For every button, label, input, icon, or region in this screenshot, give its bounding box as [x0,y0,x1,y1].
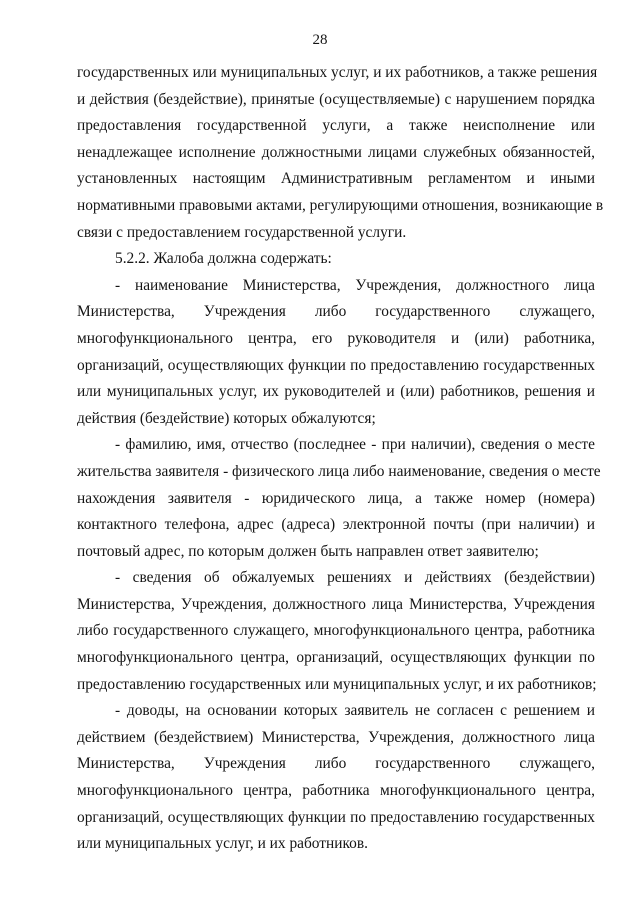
text-line: контактного телефона, адрес (адреса) электронной почты (при наличии) и [77,516,595,534]
text-line: многофункционального центра, организаций, осуществляющих функции по [77,649,595,667]
text-line: - доводы, на основании которых заявитель не согласен с решением и [115,702,595,720]
text-line: Министерства, Учреждения либо государственного служащего, [77,755,595,773]
text-line: или муниципальных услуг, их руководителей и (или) работников, решения и [77,383,595,401]
text-line: предоставлению государственных или муниципальных услуг, и их работников; [77,675,597,693]
document-body [77,60,604,858]
text-line: государственных или муниципальных услуг, и их работников, а также решения [77,64,598,81]
text-line: либо государственного служащего, многофункционального центра, работника [77,622,595,640]
text-line: нахождения заявителя - юридического лица, а также номер (номера) [77,489,595,507]
text-line: Министерства, Учреждения, должностного лица Министерства, Учреждения [77,595,595,613]
text-line: 5.2.2. Жалоба должна содержать: [115,250,332,268]
text-line: действием (бездействием) Министерства, Учреждения, должностного лица [77,728,595,746]
text-line: многофункционального центра, работника многофункционального центра, [77,782,595,800]
text-line: ненадлежащее исполнение должностными лицами служебных обязанностей, [77,143,595,161]
text-line: Министерства, Учреждения либо государственного служащего, [77,303,595,321]
text-line: действия (бездействие) которых обжалуются; [77,409,376,427]
text-line: многофункционального центра, его руководителя и (или) работника, [77,329,595,347]
text-line: или муниципальных услуг, и их работников. [77,835,368,853]
text-line: организаций, осуществляющих функции по предоставлению государственных [77,808,595,826]
text-line: - фамилию, имя, отчество (последнее - при наличии), сведения о месте [115,436,595,454]
text-line: организаций, осуществляющих функции по предоставлению государственных [77,356,595,374]
text-line: - наименование Министерства, Учреждения, должностного лица [115,276,595,294]
text-line: и действия (бездействие), принятые (осуществляемые) с нарушением порядка [77,90,595,108]
page-number: 28 [312,32,328,48]
text-line: - сведения об обжалуемых решениях и действиях (бездействии) [115,569,595,587]
text-line: нормативными правовыми актами, регулирующими отношения, возникающие в [77,196,604,214]
text-line: связи с предоставлением государственной услуги. [77,223,407,241]
text-line: почтовый адрес, по которым должен быть направлен ответ заявителю; [77,542,539,560]
text-line: жительства заявителя - физического лица либо наименование, сведения о месте [77,462,601,480]
text-line: предоставления государственной услуги, а также неисполнение или [77,117,595,135]
text-line: установленных настоящим Административным регламентом и иными [77,170,595,188]
